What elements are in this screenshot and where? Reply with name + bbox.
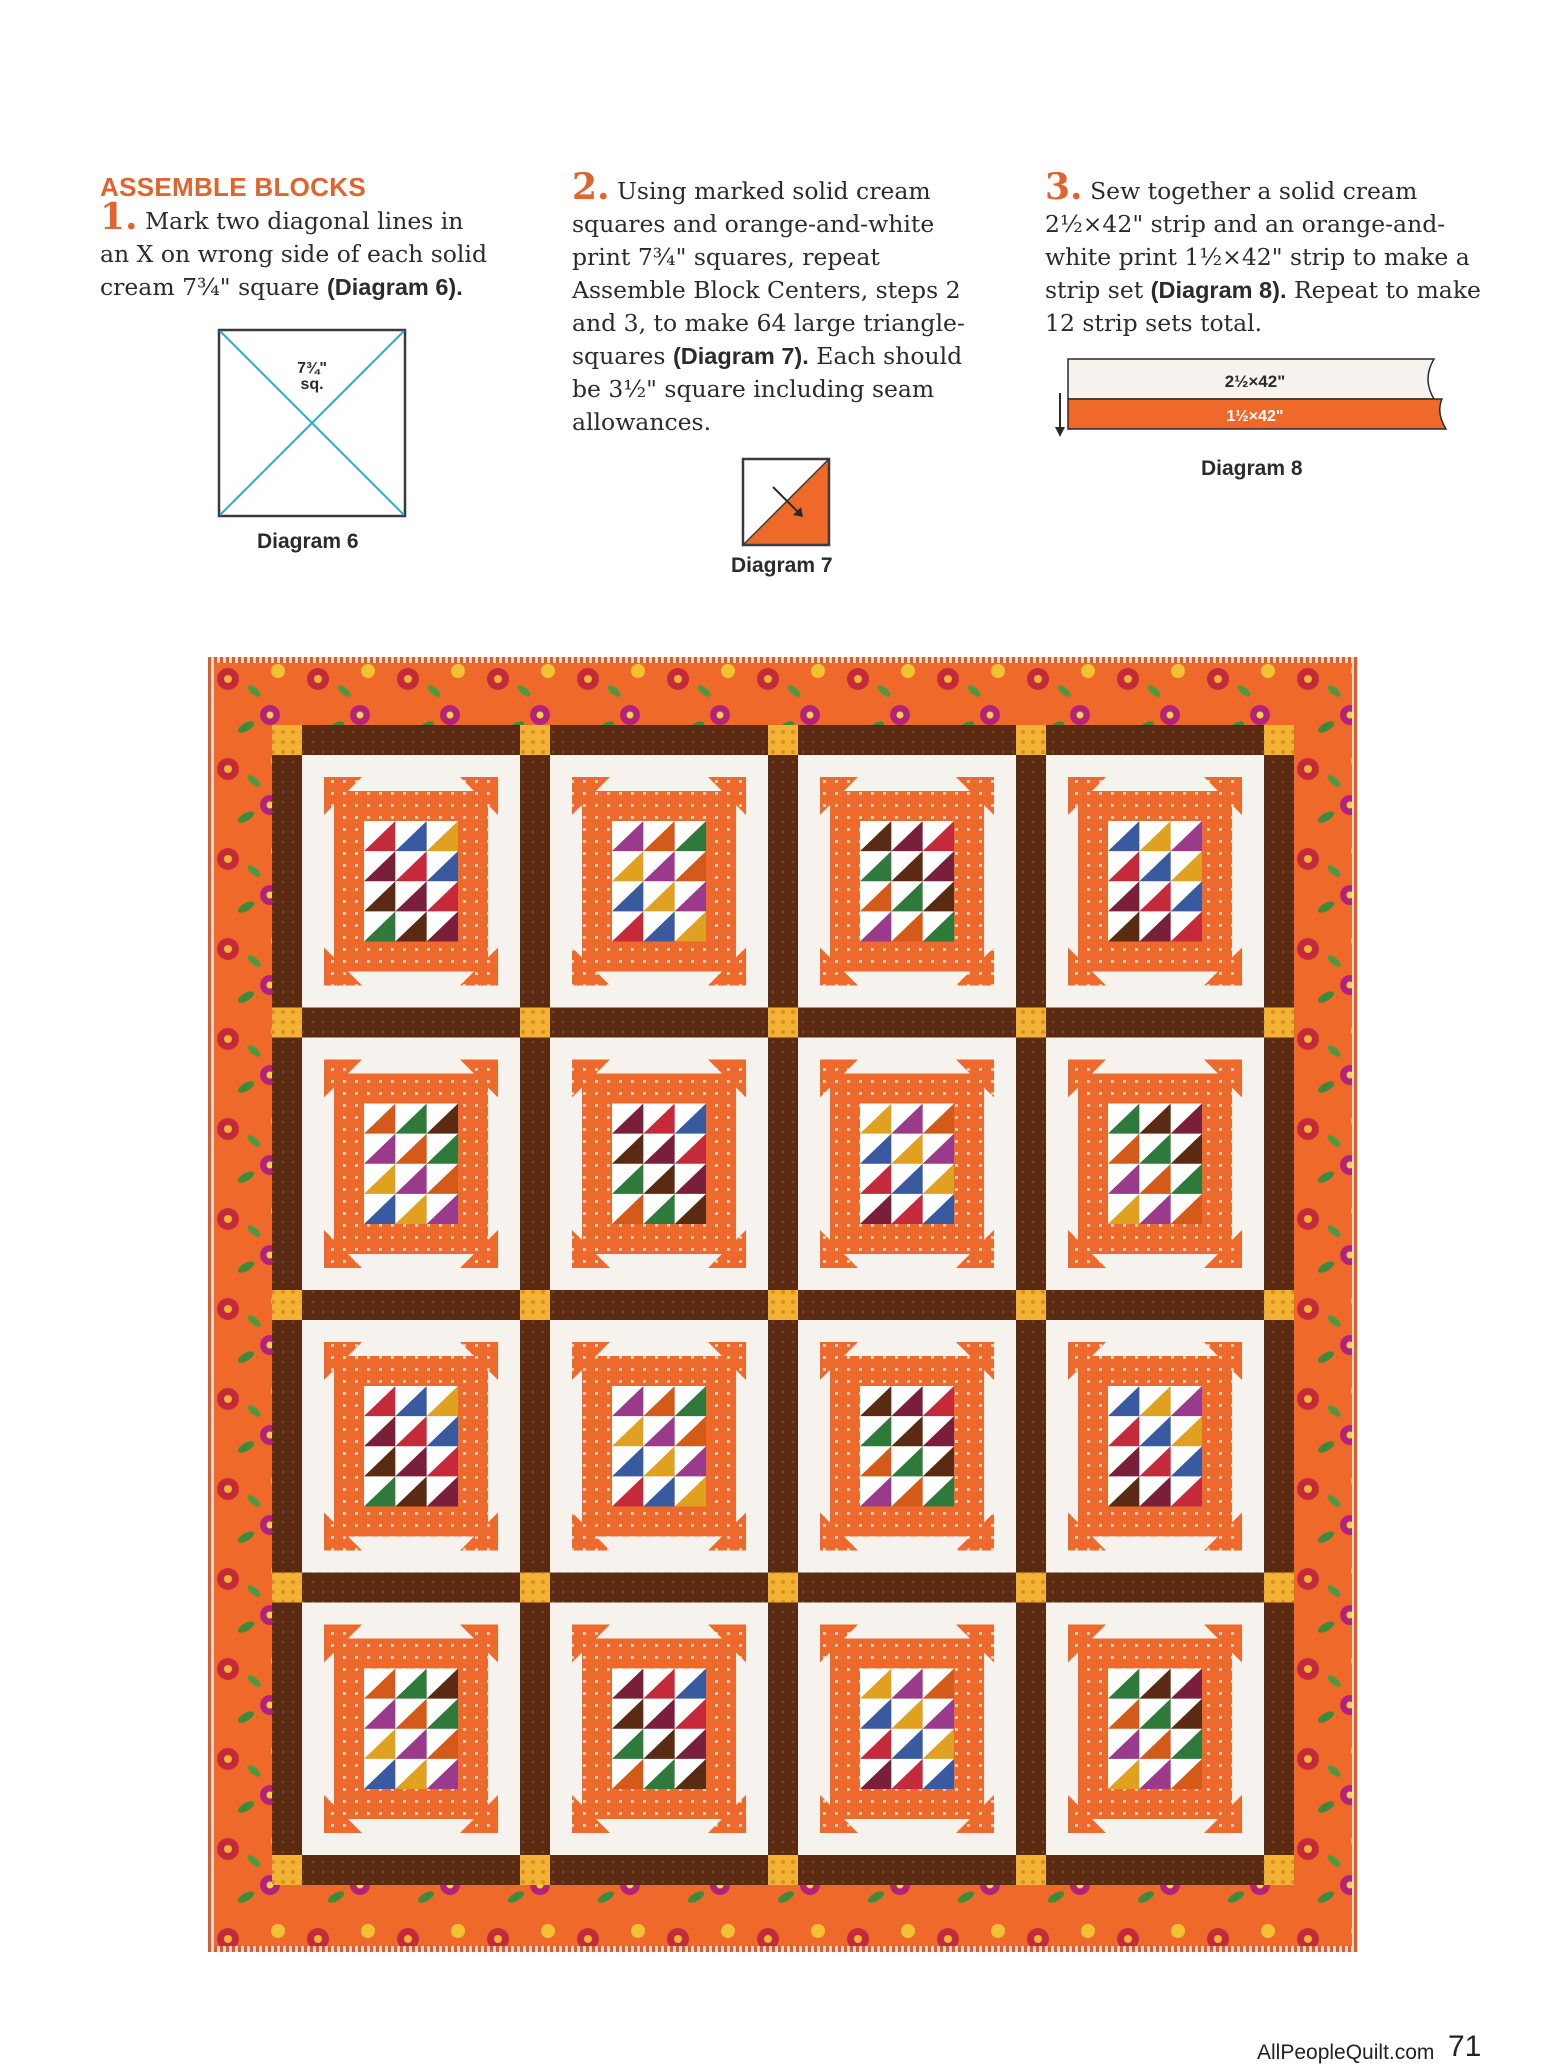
- diagram-8-caption: Diagram 8: [1201, 457, 1303, 480]
- page-number: 71: [1448, 2030, 1482, 2063]
- quilt-cornerstone: [520, 1008, 550, 1038]
- quilt-cornerstone: [768, 1290, 798, 1320]
- step-3-ref: (Diagram 8).: [1150, 277, 1287, 303]
- step-1-column: [100, 172, 500, 304]
- step-2-ref: (Diagram 7).: [672, 343, 809, 369]
- step-1-number: 1.: [100, 196, 138, 238]
- diagram-6-sq-label: sq.: [300, 376, 324, 393]
- step-2-column: [572, 166, 972, 439]
- step-2-text: Using marked solid cream squares and orange-and-white print 7¾" squares, repeat Assemble Block Centers, steps 2 and 3, to make 64 large triangle-squares: [572, 177, 965, 370]
- quilt-cornerstone: [272, 1855, 302, 1885]
- diagram-6-size-label: 7¾": [297, 360, 327, 377]
- quilt-cornerstone: [1264, 1290, 1294, 1320]
- quilt-photo: [208, 657, 1358, 1956]
- quilt-cornerstone: [1016, 1290, 1046, 1320]
- step-2-text-after: Each should be 3½" square including seam allowances.: [572, 342, 963, 436]
- quilt-cornerstone: [272, 1573, 302, 1603]
- quilt-cornerstone: [520, 1290, 550, 1320]
- diagram-7: [741, 457, 831, 547]
- quilt-cornerstone: [768, 1008, 798, 1038]
- step-3-text: Sew together a solid cream 2½×42" strip and an orange-and-white print 1½×42" strip to make a strip set: [1045, 177, 1470, 304]
- step-3-number: 3.: [1045, 166, 1083, 208]
- diagram-6: [217, 328, 407, 518]
- quilt-cornerstone: [520, 725, 550, 755]
- quilt-cornerstone: [520, 1573, 550, 1603]
- quilt-cornerstone: [768, 1855, 798, 1885]
- diagram-7-caption: Diagram 7: [731, 554, 833, 577]
- diagram-8: [1050, 357, 1450, 447]
- diagram-6-caption: Diagram 6: [257, 530, 359, 553]
- quilt-cornerstone: [272, 1290, 302, 1320]
- diagram-8-bottom-strip-label: 1½×42": [1226, 408, 1284, 425]
- quilt-illustration: [208, 657, 1358, 1952]
- quilt-cornerstone: [1264, 1573, 1294, 1603]
- quilt-cornerstone: [272, 725, 302, 755]
- step-1-text: Mark two diagonal lines in an X on wrong side of each solid cream 7¾" square: [100, 207, 487, 301]
- quilt-cornerstone: [1016, 1008, 1046, 1038]
- quilt-cornerstone: [1264, 1008, 1294, 1038]
- step-1-ref: (Diagram 6).: [326, 274, 463, 300]
- diagram-8-top-strip-label: 2½×42": [1224, 372, 1286, 391]
- step-3-text-after: Repeat to make 12 strip sets total.: [1045, 276, 1481, 337]
- quilt-cornerstone: [1264, 1855, 1294, 1885]
- quilt-cornerstone: [272, 1008, 302, 1038]
- quilt-cornerstone: [768, 1573, 798, 1603]
- quilt-cornerstone: [1016, 725, 1046, 755]
- quilt-cornerstone: [768, 725, 798, 755]
- quilt-cornerstone: [1016, 1573, 1046, 1603]
- section-heading: ASSEMBLE BLOCKS: [100, 172, 366, 202]
- quilt-cornerstone: [1016, 1855, 1046, 1885]
- step-3-column: [1045, 166, 1485, 340]
- footer-website: AllPeopleQuilt.com: [1257, 2041, 1435, 2064]
- step-2-number: 2.: [572, 166, 610, 208]
- quilt-cornerstone: [520, 1855, 550, 1885]
- quilt-cornerstone: [1264, 725, 1294, 755]
